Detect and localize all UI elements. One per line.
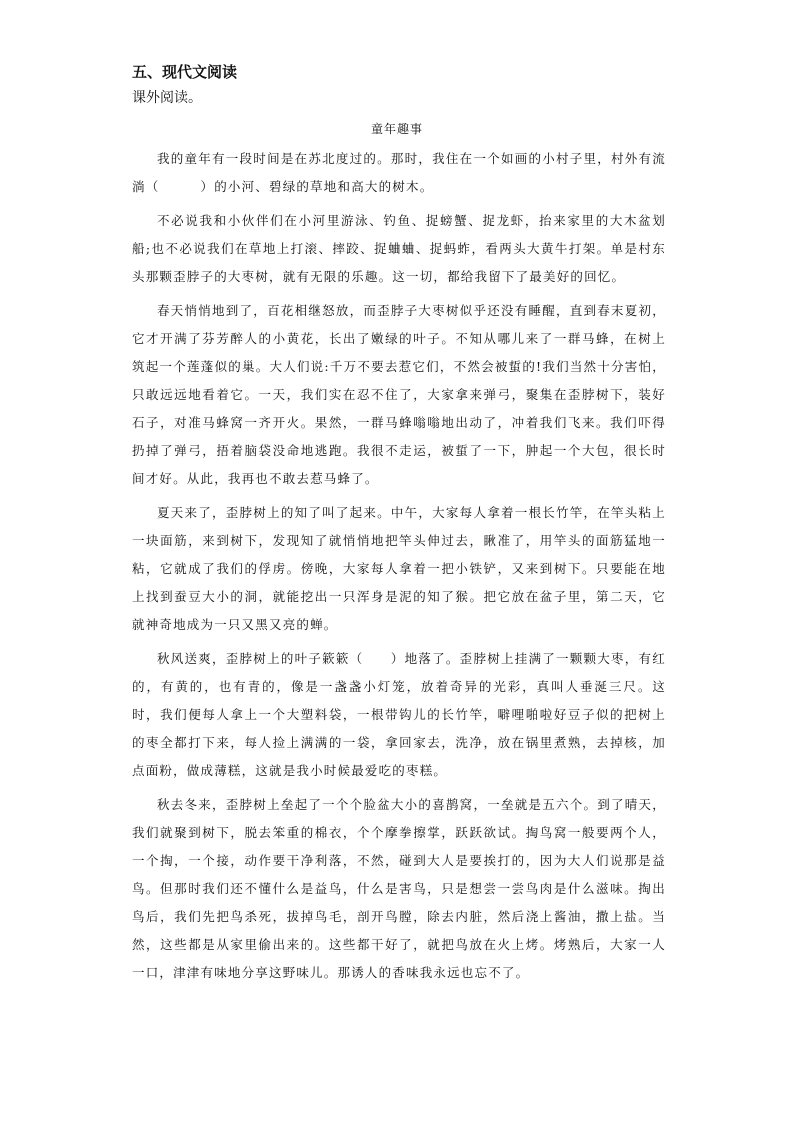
paragraph: 夏天来了，歪脖树上的知了叫了起来。中午，大家每人拿着一根长竹竿，在竿头粘上一块面筋，来到树下，发现知了就悄悄地把竿头伸过去，瞅准了，用竿头的面筋猛地一粘，它就成了我们的俘虏。傍晚，大家每人拿着一把小铁铲，又来到树下。只要能在地上找到蚕豆大小的洞，就能挖出一只浑身是泥的知了猴。把它放在盆子里，第二天，它就神奇地成为一只又黑又亮的蝉。	[132, 505, 666, 632]
story-body	[132, 145, 666, 993]
paragraph: 春天悄悄地到了，百花相继怒放，而歪脖子大枣树似乎还没有睡醒，直到春末夏初，它才开满了芬芳醉人的小黄花，长出了嫩绿的叶子。不知从哪儿来了一群马蜂，在树上筑起一个莲蓬似的巢。大人们说:千万不要去惹它们，不然会被蜇的!我们当然十分害怕，只敢远远地看着它。一天，我们实在忍不住了，大家拿来弹弓，聚集在歪脖树下，装好石子，对准马蜂窝一齐开火。果然，一群马蜂嗡嗡地出动了，冲着我们飞来。我们吓得扔掉了弹弓，捂着脑袋没命地逃跑。我很不走运，被蜇了一下，肿起一个大包，很长时间才好。从此，我再也不敢去惹马蜂了。	[132, 303, 666, 486]
paragraph: 我的童年有一段时间是在苏北度过的。那时，我住在一个如画的小村子里，村外有流淌（ ）的小河、碧绿的草地和高大的树木。	[132, 151, 666, 194]
story-title: 童年趣事	[370, 122, 423, 136]
paragraph: 秋风送爽，歪脖树上的叶子簌簌（ ）地落了。歪脖树上挂满了一颗颗大枣，有红的，有黄的，也有青的，像是一盏盏小灯笼，放着奇异的光彩，真叫人垂涎三尺。这时，我们便每人拿上一个大塑料袋，一根带钩儿的长竹竿，噼哩啪啦好豆子似的把树上的枣全都打下来，每人捡上满满的一袋，拿回家去，洗净，放在锅里煮熟，去掉核，加点面粉，做成薄糕，这就是我小时候最爱吃的枣糕。	[132, 651, 666, 778]
paragraph: 秋去冬来，歪脖树上垒起了一个个脸盆大小的喜鹊窝，一垒就是五六个。到了晴天，我们就聚到树下，脱去笨重的棉衣，个个摩拳擦掌，跃跃欲试。掏鸟窝一般要两个人，一个掏，一个接，动作要干净利落，不然，碰到大人是要挨打的，因为大人们说那是益鸟。但那时我们还不懂什么是益鸟，什么是害鸟，只是想尝一尝鸟肉是什么滋味。掏出鸟后，我们先把鸟杀死，拔掉鸟毛，剖开鸟膛，除去内脏，然后浇上酱油，撒上盐。当然，这些都是从家里偷出来的。这些都干好了，就把鸟放在火上烤。烤熟后，大家一人一口，津津有味地分享这野味儿。那诱人的香味我永远也忘不了。	[132, 797, 666, 980]
paragraph: 不必说我和小伙伴们在小河里游泳、钓鱼、捉螃蟹、捉龙虾，抬来家里的大木盆划船;也不必说我们在草地上打滚、摔跤、捉蛐蛐、捉蚂蚱，看两头大黄牛打架。单是村东头那颗歪脖子的大枣树，就有无限的乐趣。这一切，都给我留下了最美好的回忆。	[132, 213, 666, 284]
section-heading: 五、现代文阅读	[132, 63, 238, 81]
section-subheading: 课外阅读。	[132, 90, 202, 106]
